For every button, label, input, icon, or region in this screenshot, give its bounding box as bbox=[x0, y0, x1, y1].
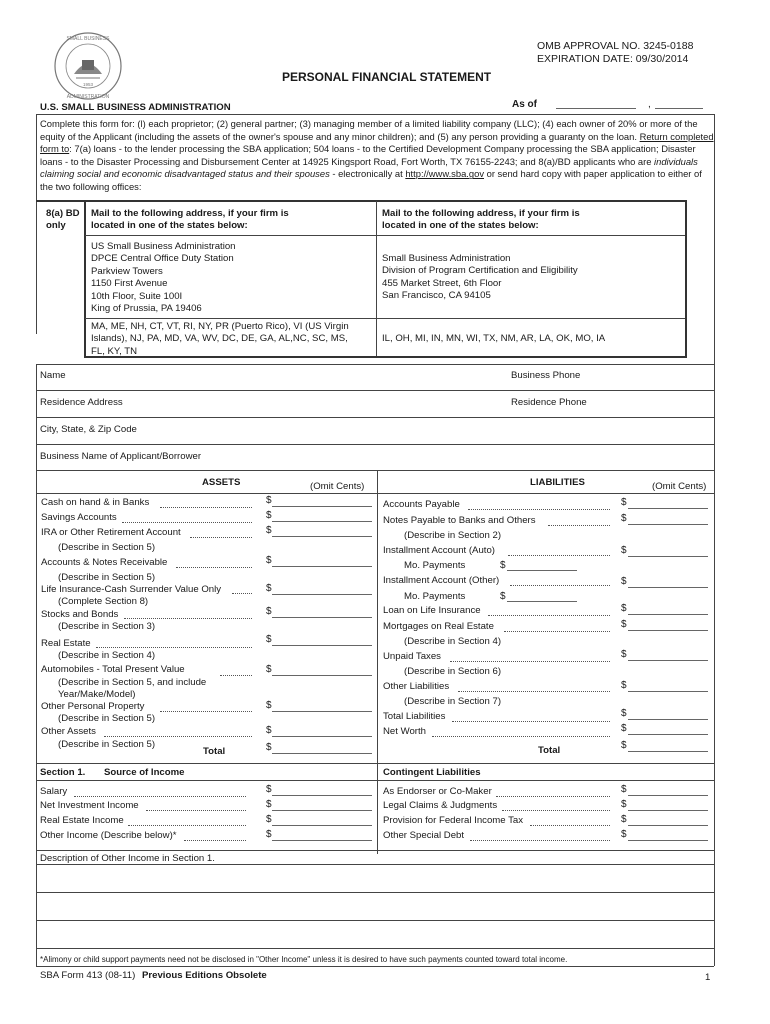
mail-box-right bbox=[685, 200, 687, 357]
liab-other-mo-payments-dollar: $ bbox=[500, 591, 506, 602]
mail-box-head-rule bbox=[85, 235, 685, 236]
description-line-4[interactable] bbox=[36, 948, 714, 949]
liab-mortgages-note: (Describe in Section 4) bbox=[404, 636, 502, 647]
liab-loan-life-label: Loan on Life Insurance bbox=[383, 605, 481, 616]
description-line-3[interactable] bbox=[36, 920, 714, 921]
liab-mortgages-dollar: $ bbox=[621, 619, 627, 630]
asset-life-insurance-note: (Complete Section 8) bbox=[58, 596, 149, 607]
mail-box-only-label: only bbox=[46, 220, 66, 231]
income-other-field[interactable] bbox=[272, 840, 372, 841]
asset-other-assets-field[interactable] bbox=[272, 736, 372, 737]
city-state-zip-label: City, State, & Zip Code bbox=[40, 424, 137, 435]
as-of-comma: , bbox=[648, 99, 651, 110]
liab-notes-payable-note: (Describe in Section 2) bbox=[404, 530, 502, 541]
asset-other-property-field[interactable] bbox=[272, 711, 372, 712]
liab-installment-other-label: Installment Account (Other) bbox=[383, 575, 500, 586]
liabilities-header: LIABILITIES bbox=[530, 477, 585, 488]
liab-other-mo-payments-label: Mo. Payments bbox=[404, 591, 466, 602]
income-real-estate-dollar: $ bbox=[266, 814, 272, 825]
leader-dots bbox=[468, 509, 610, 510]
expiration-date: EXPIRATION DATE: 09/30/2014 bbox=[537, 53, 689, 65]
leader-dots bbox=[146, 810, 246, 811]
row-rule-name bbox=[36, 390, 714, 391]
leader-dots bbox=[232, 593, 252, 594]
description-top-rule bbox=[36, 850, 714, 851]
liab-total-liabilities-dollar: $ bbox=[621, 708, 627, 719]
as-of-label: As of bbox=[512, 99, 537, 110]
income-other-dollar: $ bbox=[266, 829, 272, 840]
contingent-endorser-field[interactable] bbox=[628, 795, 708, 796]
mail-address-1: US Small Business Administration DPCE Central Office Duty Station Parkview Towers 1150 First Avenue 10th Floor, Suite 100I King of Prussia, PA 19406 bbox=[91, 241, 236, 315]
asset-notes-receivable-dollar: $ bbox=[266, 555, 272, 566]
leader-dots bbox=[452, 721, 610, 722]
asset-autos-note-1: (Describe in Section 5, and include bbox=[58, 677, 207, 688]
leader-dots bbox=[548, 525, 610, 526]
asset-autos-dollar: $ bbox=[266, 664, 272, 675]
frame-top bbox=[36, 114, 714, 115]
leader-dots bbox=[504, 631, 610, 632]
asset-real-estate-dollar: $ bbox=[266, 634, 272, 645]
liabilities-total-label: Total bbox=[538, 745, 561, 756]
income-other-label: Other Income (Describe below)* bbox=[40, 830, 177, 841]
income-salary-field[interactable] bbox=[272, 795, 372, 796]
svg-text:ADMINISTRATION: ADMINISTRATION bbox=[66, 94, 110, 100]
sba-seal-logo bbox=[52, 30, 124, 102]
liab-accounts-payable-dollar: $ bbox=[621, 497, 627, 508]
assets-total-dollar: $ bbox=[266, 742, 272, 753]
income-salary-label: Salary bbox=[40, 786, 68, 797]
asset-notes-receivable-field[interactable] bbox=[272, 566, 372, 567]
page-number: 1 bbox=[705, 972, 711, 983]
asset-ira-field[interactable] bbox=[272, 536, 372, 537]
asset-notes-receivable-label: Accounts & Notes Receivable bbox=[41, 557, 168, 568]
liab-mortgages-label: Mortgages on Real Estate bbox=[383, 621, 494, 632]
leader-dots bbox=[496, 796, 610, 797]
liab-notes-payable-label: Notes Payable to Banks and Others bbox=[383, 515, 536, 526]
income-net-investment-field[interactable] bbox=[272, 810, 372, 811]
leader-dots bbox=[220, 675, 252, 676]
mail-address-2: Small Business Administration Division of Program Certification and Eligibility 455 Market Street, 6th Floor San Francisco, CA 94105 bbox=[382, 253, 578, 302]
mail-states-1: MA, ME, NH, CT, VT, RI, NY, PR (Puerto Rico), VI (US Virgin Islands), NJ, PA, MD, VA, WV, DC, DE, GA, AL,NC, SC, MS, FL, KY, TN bbox=[91, 321, 349, 357]
contingent-other-debt-dollar: $ bbox=[621, 829, 627, 840]
assets-total-label: Total bbox=[203, 746, 226, 757]
asset-savings-label: Savings Accounts bbox=[41, 512, 117, 523]
mail-col1-heading-line1: Mail to the following address, if your firm is bbox=[91, 208, 289, 219]
liab-unpaid-taxes-field[interactable] bbox=[628, 660, 708, 661]
liab-other-mo-payments-field[interactable] bbox=[507, 601, 577, 602]
asset-real-estate-note: (Describe in Section 4) bbox=[58, 650, 156, 661]
liab-total-liabilities-label: Total Liabilities bbox=[383, 711, 446, 722]
asset-stocks-field[interactable] bbox=[272, 617, 372, 618]
income-real-estate-field[interactable] bbox=[272, 825, 372, 826]
svg-text:SMALL BUSINESS: SMALL BUSINESS bbox=[66, 36, 110, 42]
liab-auto-mo-payments-field[interactable] bbox=[507, 570, 577, 571]
omb-approval-number: OMB APPROVAL NO. 3245-0188 bbox=[537, 40, 694, 52]
leader-dots bbox=[160, 711, 252, 712]
leader-dots bbox=[458, 691, 610, 692]
liab-unpaid-taxes-label: Unpaid Taxes bbox=[383, 651, 441, 662]
liab-installment-auto-label: Installment Account (Auto) bbox=[383, 545, 495, 556]
liab-unpaid-taxes-dollar: $ bbox=[621, 649, 627, 660]
liab-installment-auto-dollar: $ bbox=[621, 545, 627, 556]
liab-installment-other-dollar: $ bbox=[621, 576, 627, 587]
asset-autos-field[interactable] bbox=[272, 675, 372, 676]
liab-total-liabilities-field[interactable] bbox=[628, 719, 708, 720]
section1-title: Source of Income bbox=[104, 767, 185, 778]
income-net-investment-label: Net Investment Income bbox=[40, 800, 139, 811]
leader-dots bbox=[488, 615, 610, 616]
leader-dots bbox=[432, 736, 610, 737]
liab-loan-life-dollar: $ bbox=[621, 603, 627, 614]
asset-other-property-note: (Describe in Section 5) bbox=[58, 713, 156, 724]
frame-right-lower bbox=[714, 364, 715, 966]
liab-installment-auto-field[interactable] bbox=[628, 556, 708, 557]
liab-loan-life-field[interactable] bbox=[628, 614, 708, 615]
asset-ira-note: (Describe in Section 5) bbox=[58, 542, 156, 553]
section1-header-rule bbox=[36, 780, 714, 781]
leader-dots bbox=[190, 537, 252, 538]
asset-ira-label: IRA or Other Retirement Account bbox=[41, 527, 181, 538]
contingent-legal-dollar: $ bbox=[621, 799, 627, 810]
asset-cash-field[interactable] bbox=[272, 506, 372, 507]
leader-dots bbox=[450, 661, 610, 662]
alimony-footnote: *Alimony or child support payments need not be disclosed in "Other Income" unless it is desired to have such payments counted toward total income. bbox=[40, 955, 568, 964]
obsolete-notice: Previous Editions Obsolete bbox=[142, 970, 267, 981]
contingent-endorser-label: As Endorser or Co-Maker bbox=[383, 786, 492, 797]
liab-other-liabilities-note: (Describe in Section 7) bbox=[404, 696, 502, 707]
asset-savings-field[interactable] bbox=[272, 521, 372, 522]
frame-left-upper bbox=[36, 114, 37, 334]
leader-dots bbox=[104, 736, 252, 737]
contingent-title: Contingent Liabilities bbox=[383, 767, 481, 778]
contingent-federal-tax-label: Provision for Federal Income Tax bbox=[383, 815, 524, 826]
leader-dots bbox=[510, 585, 610, 586]
leader-dots bbox=[184, 840, 246, 841]
income-real-estate-label: Real Estate Income bbox=[40, 815, 124, 826]
asset-other-assets-dollar: $ bbox=[266, 725, 272, 736]
instructions-paragraph: Complete this form for: (l) each proprietor; (2) general partner; (3) managing member of a limited liability company (LLC); (4) each owner of 20% or more of the equity of the Applicant (including the assets of the owner's spouse and any minor children); and (5) any person providing a guaranty on the loan. Return completed form to: 7(a) loans - to the lender processing the SBA application; 504 loans - to the Certified Development Company processing the SBA application; Disaster loans - to the Disaster Processing and Disbursement Center at 14925 Kingsport Road, Fort Worth, TX 76155-2243; and 8(a)/BD applicants who are individuals claiming social and economic disadvantaged status and their spouses - electronically at http://www.sba.gov or send hard copy with paper application to either of the two following offices: bbox=[40, 118, 714, 192]
asset-savings-dollar: $ bbox=[266, 510, 272, 521]
mail-box-top bbox=[36, 200, 686, 202]
leader-dots bbox=[530, 825, 610, 826]
liab-auto-mo-payments-label: Mo. Payments bbox=[404, 560, 466, 571]
liabilities-total-dollar: $ bbox=[621, 740, 627, 751]
leader-dots bbox=[74, 796, 246, 797]
leader-dots bbox=[128, 825, 246, 826]
assets-liab-divider bbox=[377, 470, 378, 854]
liab-notes-payable-field[interactable] bbox=[628, 524, 708, 525]
as-of-year-field[interactable] bbox=[655, 108, 703, 109]
section1-label: Section 1. bbox=[40, 767, 86, 778]
as-of-date-field[interactable] bbox=[556, 108, 636, 109]
section1-top-rule bbox=[36, 763, 714, 764]
asset-notes-receivable-note: (Describe in Section 5) bbox=[58, 572, 156, 583]
asset-other-assets-label: Other Assets bbox=[41, 726, 96, 737]
mail-box-divider-mid bbox=[376, 201, 377, 356]
asset-cash-dollar: $ bbox=[266, 495, 272, 506]
mail-col1-heading-line2: located in one of the states below: bbox=[91, 220, 248, 231]
asset-real-estate-label: Real Estate bbox=[41, 638, 91, 649]
asset-stocks-label: Stocks and Bonds bbox=[41, 609, 119, 620]
contingent-federal-tax-field[interactable] bbox=[628, 825, 708, 826]
description-line-2[interactable] bbox=[36, 892, 714, 893]
mail-col2-heading-line2: located in one of the states below: bbox=[382, 220, 539, 231]
asset-stocks-note: (Describe in Section 3) bbox=[58, 621, 156, 632]
residence-phone-label: Residence Phone bbox=[511, 397, 587, 408]
business-name-label: Business Name of Applicant/Borrower bbox=[40, 451, 202, 462]
asset-other-property-dollar: $ bbox=[266, 700, 272, 711]
liab-other-liabilities-dollar: $ bbox=[621, 680, 627, 691]
description-line-1[interactable] bbox=[36, 864, 714, 865]
row-rule-city bbox=[36, 444, 714, 445]
liab-net-worth-field[interactable] bbox=[628, 734, 708, 735]
liab-net-worth-label: Net Worth bbox=[383, 726, 427, 737]
business-phone-label: Business Phone bbox=[511, 370, 581, 381]
income-net-investment-dollar: $ bbox=[266, 799, 272, 810]
svg-text:1953: 1953 bbox=[82, 82, 94, 87]
residence-address-label: Residence Address bbox=[40, 397, 123, 408]
contingent-legal-label: Legal Claims & Judgments bbox=[383, 800, 498, 811]
liab-unpaid-taxes-note: (Describe in Section 6) bbox=[404, 666, 502, 677]
liabilities-total-field[interactable] bbox=[628, 751, 708, 752]
leader-dots bbox=[502, 810, 610, 811]
leader-dots bbox=[470, 840, 610, 841]
leader-dots bbox=[124, 618, 252, 619]
asset-ira-dollar: $ bbox=[266, 525, 272, 536]
contingent-endorser-dollar: $ bbox=[621, 784, 627, 795]
liab-auto-mo-payments-dollar: $ bbox=[500, 560, 506, 571]
personal-top bbox=[36, 364, 714, 365]
mail-col2-heading-line1: Mail to the following address, if your firm is bbox=[382, 208, 580, 219]
leader-dots bbox=[176, 567, 252, 568]
contingent-other-debt-label: Other Special Debt bbox=[383, 830, 465, 841]
asset-autos-note-2: Year/Make/Model) bbox=[58, 689, 136, 700]
mail-box-states-rule bbox=[85, 318, 685, 319]
asset-real-estate-field[interactable] bbox=[272, 645, 372, 646]
agency-name: U.S. SMALL BUSINESS ADMINISTRATION bbox=[40, 102, 231, 113]
asset-autos-label: Automobiles - Total Present Value bbox=[41, 664, 185, 675]
income-salary-dollar: $ bbox=[266, 784, 272, 795]
asset-other-property-label: Other Personal Property bbox=[41, 701, 145, 712]
liabilities-omit-cents: (Omit Cents) bbox=[652, 481, 707, 492]
contingent-other-debt-field[interactable] bbox=[628, 840, 708, 841]
form-title: PERSONAL FINANCIAL STATEMENT bbox=[282, 70, 492, 84]
assets-omit-cents: (Omit Cents) bbox=[310, 481, 365, 492]
mail-states-2: IL, OH, MI, IN, MN, WI, TX, NM, AR, LA, OK, MO, IA bbox=[382, 333, 606, 344]
assets-header-rule bbox=[36, 493, 714, 494]
leader-dots bbox=[122, 522, 252, 523]
asset-stocks-dollar: $ bbox=[266, 606, 272, 617]
asset-cash-label: Cash on hand & in Banks bbox=[41, 497, 150, 508]
leader-dots bbox=[508, 555, 610, 556]
asset-life-insurance-dollar: $ bbox=[266, 583, 272, 594]
contingent-legal-field[interactable] bbox=[628, 810, 708, 811]
asset-life-insurance-field[interactable] bbox=[272, 594, 372, 595]
liab-notes-payable-dollar: $ bbox=[621, 513, 627, 524]
liab-mortgages-field[interactable] bbox=[628, 630, 708, 631]
leader-dots bbox=[160, 507, 252, 508]
liab-accounts-payable-field[interactable] bbox=[628, 508, 708, 509]
frame-bottom bbox=[36, 966, 714, 967]
liab-installment-other-field[interactable] bbox=[628, 587, 708, 588]
frame-left-lower bbox=[36, 364, 37, 966]
mail-box-divider-left bbox=[84, 200, 86, 356]
name-label: Name bbox=[40, 370, 66, 381]
row-rule-address bbox=[36, 417, 714, 418]
asset-life-insurance-label: Life Insurance-Cash Surrender Value Only bbox=[41, 584, 222, 595]
form-number: SBA Form 413 (08-11) bbox=[40, 970, 136, 981]
row-rule-business bbox=[36, 470, 714, 471]
assets-total-field[interactable] bbox=[272, 753, 372, 754]
leader-dots bbox=[96, 647, 252, 648]
assets-header: ASSETS bbox=[202, 477, 241, 488]
mail-box-8a-label: 8(a) BD bbox=[46, 208, 80, 219]
liab-accounts-payable-label: Accounts Payable bbox=[383, 499, 460, 510]
asset-other-assets-note: (Describe in Section 5) bbox=[58, 739, 156, 750]
liab-other-liabilities-label: Other Liabilities bbox=[383, 681, 450, 692]
liab-other-liabilities-field[interactable] bbox=[628, 691, 708, 692]
contingent-federal-tax-dollar: $ bbox=[621, 814, 627, 825]
liab-net-worth-dollar: $ bbox=[621, 723, 627, 734]
description-label: Description of Other Income in Section 1. bbox=[40, 853, 215, 864]
